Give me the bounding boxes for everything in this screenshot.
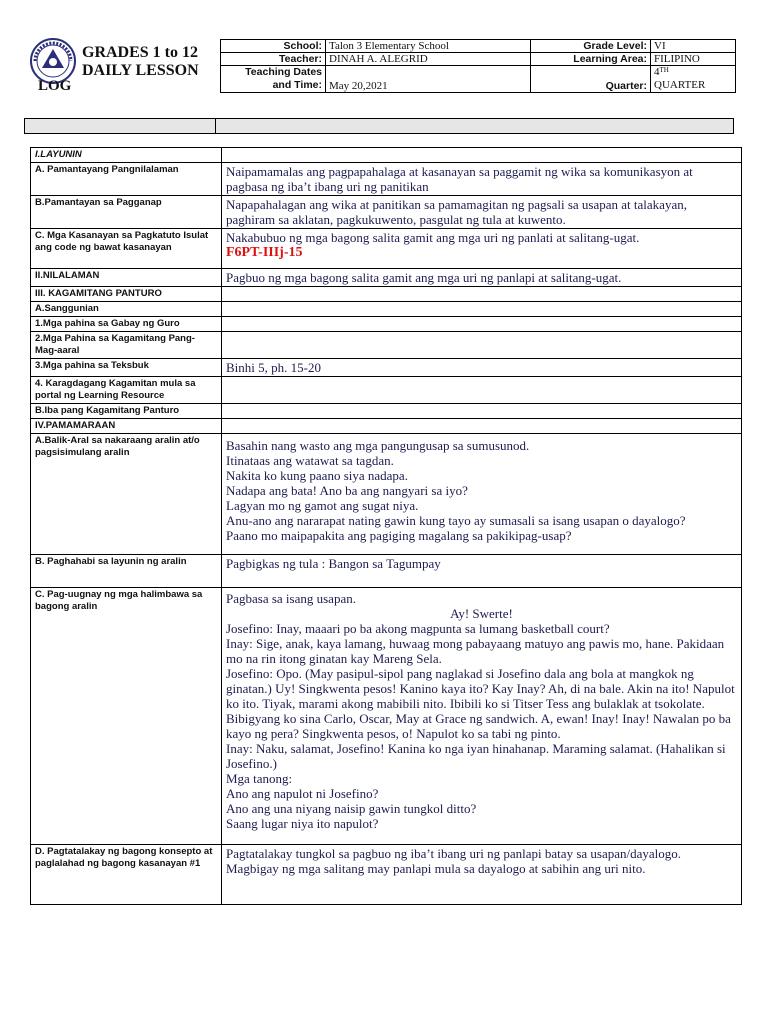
kagamitang-mag-aaral-label: 2.Mga Pahina sa Kagamitang Pang-Mag-aaral: [31, 332, 222, 359]
teacher-label: Teacher:: [221, 53, 326, 66]
pag-uugnay-label: C. Pag-uugnay ng mga halimbawa sa bagong aralin: [31, 588, 222, 845]
pamantayang-pangnilalaman-label: A. Pamantayang Pangnilalaman: [31, 163, 222, 196]
header-info-table: [220, 39, 736, 93]
pagtatalakay-label: D. Pagtatalakay ng bagong konsepto at paglalahad ng bagong kasanayan #1: [31, 845, 222, 905]
kasanayan-pagkatuto-text: Nakabubuo ng mga bagong salita gamit ang mga uri ng panlati at salitang-ugat.: [226, 230, 640, 245]
pamantayang-pangnilalaman-text: Naipamamalas ang pagpapahalaga at kasanayan sa paggamit ng wika sa komunikasyon at pagbasa ng iba’t ibang uri ng panitikan: [222, 163, 742, 196]
gabay-guro-label: 1.Mga pahina sa Gabay ng Guro: [31, 317, 222, 332]
logo-line-2: DAILY LESSON: [82, 62, 199, 79]
pamantayan-pagganap-text: Napapahalagan ang wika at panitikan sa pamamagitan ng pagsali sa usapan at talakayan, paghiram sa aklatan, pagkukuwento, pasgulat ng tula at kuwento.: [222, 196, 742, 229]
learning-area-label: Learning Area:: [531, 53, 651, 66]
layunin-heading: I.LAYUNIN: [31, 148, 222, 163]
question-item: Ano ang una niyang naisip gawin tungkol ditto?: [226, 801, 477, 816]
teaching-dates-value: May 20,2021: [326, 66, 531, 93]
teksbuk-text: Binhi 5, ph. 15-20: [222, 359, 742, 377]
kasanayan-pagkatuto-label: C. Mga Kasanayan sa Pagkatuto Isulat ang code ng bawat kasanayan: [31, 229, 222, 269]
balik-aral-line: Itinataas ang watawat sa tagdan.: [226, 453, 394, 468]
grade-level-value: VI: [651, 40, 736, 53]
pagtatalakay-line: Pagtatalakay tungkol sa pagbuo ng iba’t ibang uri ng panlapi batay sa usapan/dayalogo.: [226, 846, 682, 861]
sanggunian-empty: [222, 302, 742, 317]
quarter-suffix: TH: [659, 66, 669, 74]
balik-aral-line: Nakita ko kung paano siya nadapa.: [226, 468, 408, 483]
dialogue-line: Josefino: Inay, maaari po ba akong magpunta sa lumang basketball court?: [226, 621, 610, 636]
balik-aral-line: Nadapa ang bata! Ano ba ang nangyari sa iyo?: [226, 483, 468, 498]
school-value: Talon 3 Elementary School: [326, 40, 531, 53]
learning-resource-label: 4. Karagdagang Kagamitan mula sa portal ng Learning Resource: [31, 377, 222, 404]
balik-aral-line: Basahin nang wasto ang mga pangungusap sa sumusunod.: [226, 438, 530, 453]
teaching-dates-label: [221, 66, 326, 93]
kagamitang-mag-aaral-empty: [222, 332, 742, 359]
learning-area-value: FILIPINO: [651, 53, 736, 66]
dialogue-line: Josefino: Opo. (May pasipul-sipol pang naglakad si Josefino dala ang bola at mangkok ng ginatan.) Uy! Singkwenta pesos! Kanino kaya ito? Kay Inay? Ah, di na bale. Akin na ito! Napulot ko ito. Tiyak, marami akong mabibili nito. Ibibili ko si Titser Tess ang bulaklak at tsokolate. Bibigyang ko sina Carlo, Oscar, May at Grace ng sandwich. A, ewan! Inay! Inay! Nawalan po ba kayo ng pera? Singkwenta pesos, o! Napulot ko sa tabi ng pinto.: [226, 666, 735, 741]
pag-uugnay-cell: [222, 588, 742, 845]
paghahabi-text: Pagbigkas ng tula : Bangon sa Tagumpay: [222, 555, 742, 588]
balik-aral-line: Lagyan mo ng gamot ang sugat niya.: [226, 498, 419, 513]
nilalaman-label: II.NILALAMAN: [31, 269, 222, 287]
section-header-bar: [24, 118, 734, 134]
teksbuk-label: 3.Mga pahina sa Teksbuk: [31, 359, 222, 377]
kasanayan-pagkatuto-cell: [222, 229, 742, 269]
teaching-dates-label-line2: and Time:: [272, 79, 322, 91]
kagamitang-panturo-empty: [222, 287, 742, 302]
question-heading: Mga tanong:: [226, 771, 293, 786]
logo-line-3: LOG: [38, 78, 72, 94]
pamamaraan-label: IV.PAMAMARAAN: [31, 419, 222, 434]
teacher-value: DINAH A. ALEGRID: [326, 53, 531, 66]
layunin-empty-cell: [222, 148, 742, 163]
teaching-dates-label-line1: Teaching Dates: [245, 66, 322, 78]
dll-logo-title: [82, 44, 199, 80]
iba-kagamitan-label: B.Iba pang Kagamitang Panturo: [31, 404, 222, 419]
dialogue-title: Ay! Swerte!: [450, 606, 513, 621]
gabay-guro-empty: [222, 317, 742, 332]
quarter-word: QUARTER: [654, 79, 706, 91]
dialogue-line: Inay: Naku, salamat, Josefino! Kanina ko nga iyan hinahanap. Maraming salamat. (Hahalikan si Josefino.): [226, 741, 726, 771]
dialogue-line: Inay: Sige, anak, kaya lamang, huwaag mong pabayaang matuyo ang pawis mo, hane. Pakidaan mo na rin itong ginatan kay Mareng Sela.: [226, 636, 725, 666]
pag-uugnay-intro: Pagbasa sa isang usapan.: [226, 591, 356, 606]
balik-aral-label: A.Balik-Aral sa nakaraang aralin at/o pagsisimulang aralin: [31, 434, 222, 555]
learning-resource-empty: [222, 377, 742, 404]
sanggunian-label: A.Sanggunian: [31, 302, 222, 317]
lesson-plan-table: [30, 147, 742, 905]
paghahabi-label: B. Paghahabi sa layunin ng aralin: [31, 555, 222, 588]
pagtatalakay-cell: [222, 845, 742, 905]
school-label: School:: [221, 40, 326, 53]
pagtatalakay-line: Magbigay ng mga salitang may panlapi mula sa dayalogo at sabihin ang uri nito.: [226, 861, 646, 876]
quarter-label: Quarter:: [531, 66, 651, 93]
question-item: Saang lugar niya ito napulot?: [226, 816, 379, 831]
competency-code: F6PT-IIIj-15: [226, 245, 303, 260]
pamantayan-pagganap-label: B.Pamantayan sa Pagganap: [31, 196, 222, 229]
balik-aral-line: Paano mo maipapakita ang pagiging magalang sa pakikipag-usap?: [226, 528, 572, 543]
nilalaman-text: Pagbuo ng mga bagong salita gamit ang mga uri ng panlapi at salitang-ugat.: [222, 269, 742, 287]
quarter-number: 4: [654, 66, 660, 78]
iba-kagamitan-empty: [222, 404, 742, 419]
balik-aral-cell: [222, 434, 742, 555]
kagamitang-panturo-label: III. KAGAMITANG PANTURO: [31, 287, 222, 302]
pamamaraan-empty: [222, 419, 742, 434]
grade-level-label: Grade Level:: [531, 40, 651, 53]
logo-line-1: GRADES 1 to 12: [82, 44, 199, 61]
quarter-value: [651, 66, 736, 93]
section-header-divider: [215, 118, 216, 134]
question-item: Ano ang napulot ni Josefino?: [226, 786, 379, 801]
balik-aral-line: Anu-ano ang nararapat nating gawin kung tayo ay sumasali sa isang usapan o dayalogo?: [226, 513, 686, 528]
